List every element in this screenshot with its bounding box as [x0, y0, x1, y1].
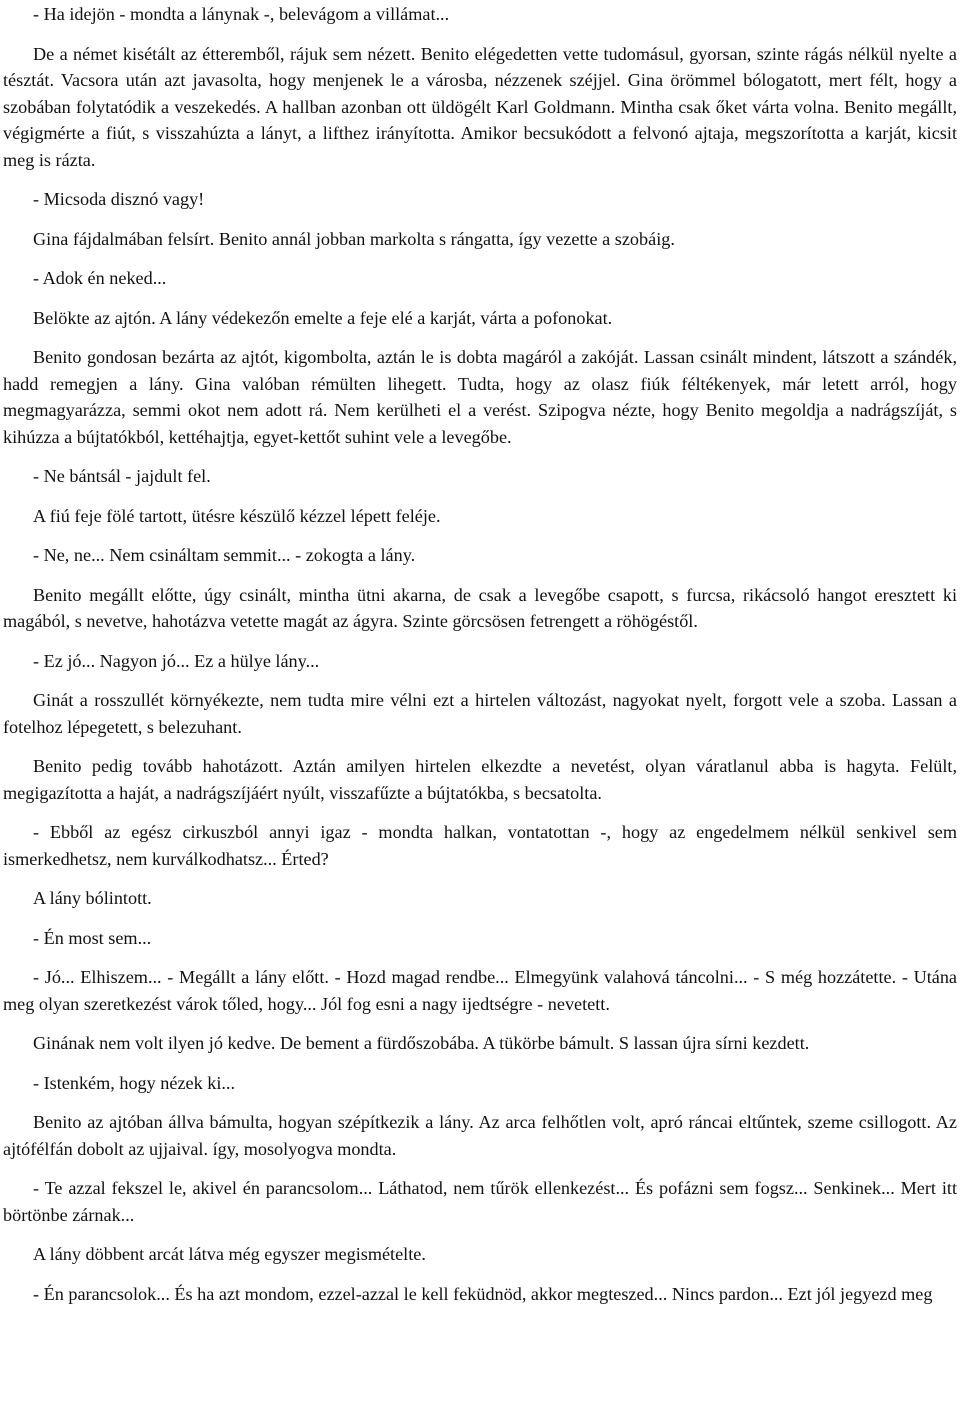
paragraph: Ginának nem volt ilyen jó kedve. De bement a fürdőszobába. A tükörbe bámult. S lassan újra sírni kezdett. [33, 1033, 810, 1053]
paragraph: A fiú feje fölé tartott, ütésre készülő kézzel lépett feléje. [33, 505, 441, 526]
paragraph: - Ne bántsál - jajdult fel. [33, 466, 211, 486]
paragraph: Ginát a rosszullét környékezte, nem tudta mire vélni ezt a hirtelen változást, nagyokat nyelt, forgott vele a szoba. Lassan a fotelhoz lépegetett, s belezuhant. [3, 690, 957, 737]
paragraph: - Ez jó... Nagyon jó... Ez a hülye lány... [33, 650, 320, 671]
paragraph: De a német kisétált az étteremből, rájuk sem nézett. Benito elégedetten vette tudomásul, gyorsan, szinte rágás nélkül nyelte a tésztát. Vacsora után azt javasolta, hogy menjenek le a városba, nézzenek széjjel. Gina örömmel bólogatott, mert félt, hogy a szobában folytatódik a veszekedés. A hallban azonban ott üldögélt Karl Goldmann. Mintha csak őket várta volna. Benito megállt, végigmérte a fiút, s visszahúzta a lányt, a lifthez irányította. Amikor becsukódott a felvonó ajtaja, megszorította a karját, kicsit meg is rázta. [3, 43, 957, 170]
paragraph: - Én most sem... [33, 927, 152, 948]
paragraph: A lány bólintott. [33, 888, 152, 908]
paragraph: - Én parancsolok... És ha azt mondom, ezzel-azzal le kell feküdnöd, akkor megteszed... Nincs pardon... Ezt jól jegyezd meg [33, 1283, 933, 1304]
paragraph: - Te azzal fekszel le, akivel én parancsolom... Láthatod, nem tűrök ellenkezést... És pofázni sem fogsz... Senkinek... Mert itt börtönbe zárnak... [3, 1178, 957, 1225]
paragraph: A lány döbbent arcát látva még egyszer megismételte. [33, 1244, 426, 1264]
paragraph: - Ne, ne... Nem csináltam semmit... - zokogta a lány. [33, 545, 416, 565]
paragraph: - Ha idejön - mondta a lánynak -, belevágom a villámat... [33, 4, 450, 24]
paragraph: Benito megállt előtte, úgy csinált, mintha ütni akarna, de csak a levegőbe csapott, s furcsa, rikácsoló hangot eresztett ki magából, s nevetve, hahotázva vetette magát az ágyra. Szinte görcsösen fetrengett a röhögéstől. [3, 584, 957, 631]
document-page [3, 0, 957, 1320]
paragraph: - Adok én neked... [33, 268, 167, 288]
paragraph: Benito gondosan bezárta az ajtót, kigombolta, aztán le is dobta magáról a zakóját. Lassan csinált mindent, látszott a szándék, hadd remegjen a lány. Gina valóban rémülten lihegett. Tudta, hogy az olasz fiúk féltékenyek, már letett arról, hogy megmagyarázza, semmi okot nem adott rá. Nem kerülheti el a verést. Szipogva nézte, hogy Benito megoldja a nadrágszíját, s kihúzza a bújtatókból, kettéhajtja, egyet-kettőt suhint vele a levegőbe. [3, 347, 957, 447]
paragraph: - Istenkém, hogy nézek ki... [33, 1072, 236, 1093]
paragraph: - Ebből az egész cirkuszból annyi igaz - mondta halkan, vontatottan -, hogy az engedelmem nélkül senkivel sem ismerkedhetsz, nem kurválkodhatsz... Érted? [3, 822, 957, 869]
paragraph: Belökte az ajtón. A lány védekezőn emelte a feje elé a karját, várta a pofonokat. [33, 307, 613, 328]
paragraph: Benito az ajtóban állva bámulta, hogyan szépítkezik a lány. Az arca felhőtlen volt, apró ráncai eltűntek, szeme csillogott. Az ajtófélfán dobolt az ujjaival. így, mosolyogva mondta. [3, 1112, 957, 1159]
paragraph: Gina fájdalmában felsírt. Benito annál jobban markolta s rángatta, így vezette a szobáig. [33, 228, 675, 249]
paragraph: Benito pedig tovább hahotázott. Aztán amilyen hirtelen elkezdte a nevetést, olyan váratlanul abba is hagyta. Felült, megigazította a haját, a nadrágszíjáért nyúlt, visszafűzte a bújtatókba, s becsatolta. [3, 756, 957, 803]
paragraph: - Jó... Elhiszem... - Megállt a lány előtt. - Hozd magad rendbe... Elmegyünk valahová táncolni... - S még hozzátette. - Utána meg olyan szeretkezést várok tőled, hogy... Jól fog esni a nagy ijedtségre - nevetett. [3, 967, 957, 1014]
paragraph: - Micsoda disznó vagy! [33, 189, 205, 209]
